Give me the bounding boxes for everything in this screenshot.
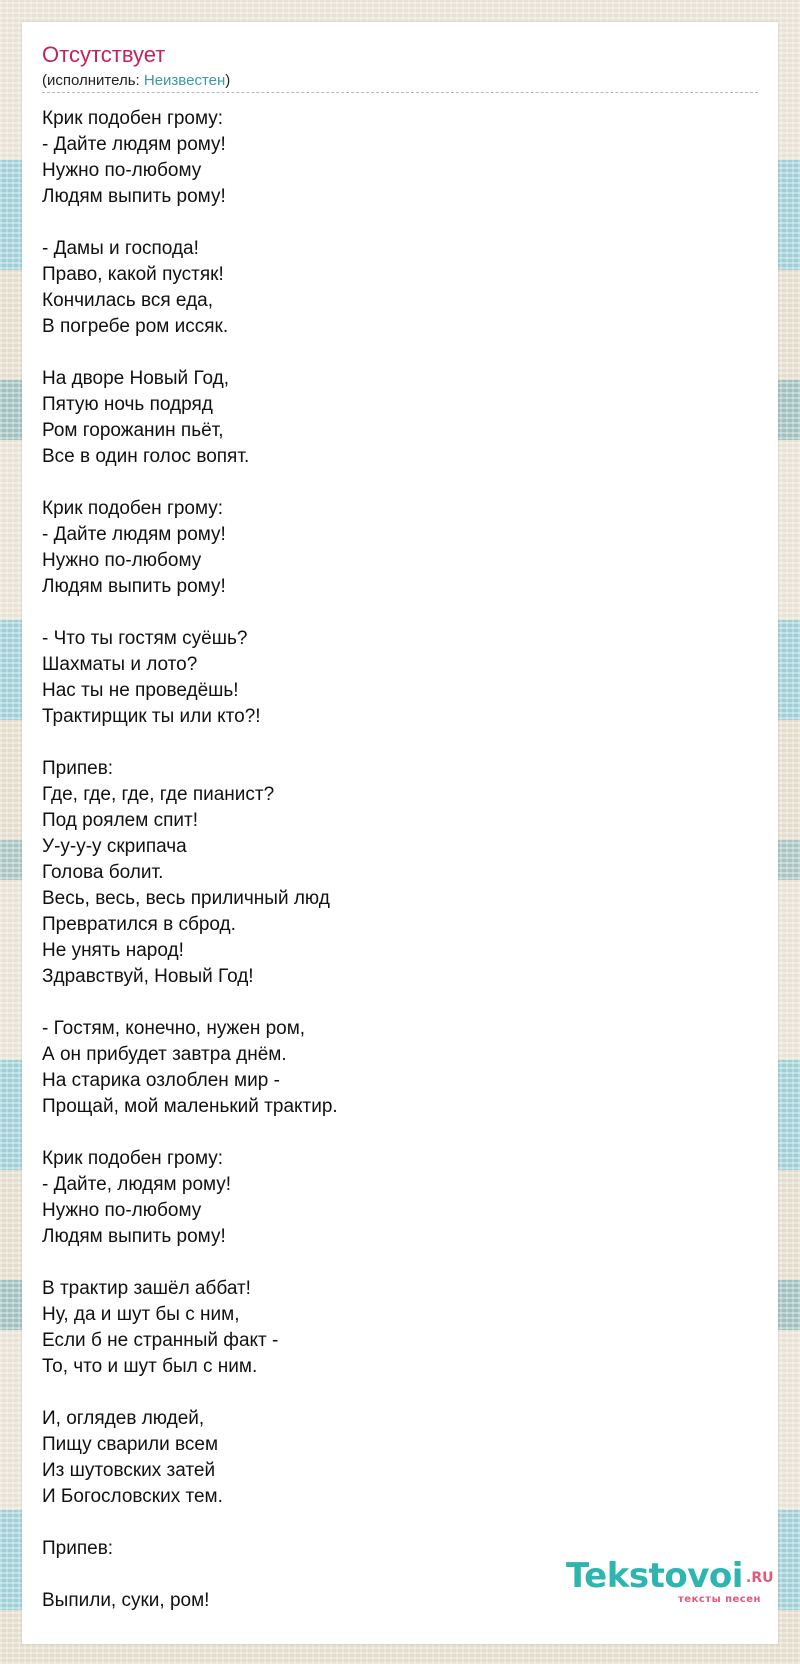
title-divider [42, 92, 758, 93]
lyrics-text: Крик подобен грому: - Дайте людям рому! Нужно по-любому Людям выпить рому! - Дамы и господа! Право, какой пустяк! Кончилась вся еда, В погребе ром иссяк. На дворе Новый Год, Пятую ночь подряд Ром горожанин пьёт, Все в один голос вопят. Крик подобен грому: - Дайте людям рому! Нужно по-любому Людям выпить рому! - Что ты гостям суёшь? Шахматы и лото? Нас ты не проведёшь! Трактирщик ты или кто?! Припев: Где, где, где, где пианист? Под роялем спит! У-у-у-у скрипача Голова болит. Весь, весь, весь приличный люд Превратился в сброд. Не унять народ! Здравствуй, Новый Год! - Гостям, конечно, нужен ром, А он прибудет завтра днём. На старика озлоблен мир - Прощай, мой маленький трактир. Крик подобен грому: - Дайте, людям рому! Нужно по-любому Людям выпить рому! В трактир зашёл аббат! Ну, да и шут бы с ним, Если б не странный факт - То, что и шут был с ним. И, оглядев людей, Пищу сварили всем Из шутовских затей И Богословских тем. Припев: Выпили, суки, ром! [42, 108, 338, 1611]
logo-wordmark: Tekstovoi [566, 1556, 743, 1596]
artist-prefix: (исполнитель: [42, 72, 144, 89]
artist-line [42, 72, 230, 90]
song-title: Отсутствует [42, 42, 166, 67]
site-logo[interactable] [566, 1556, 774, 1606]
artist-suffix: ) [225, 72, 231, 89]
artist-link[interactable]: Неизвестен [143, 72, 226, 89]
logo-subtitle: тексты песен [678, 1594, 761, 1605]
lyrics-card [22, 22, 778, 1644]
logo-tld: .RU [746, 1570, 774, 1586]
